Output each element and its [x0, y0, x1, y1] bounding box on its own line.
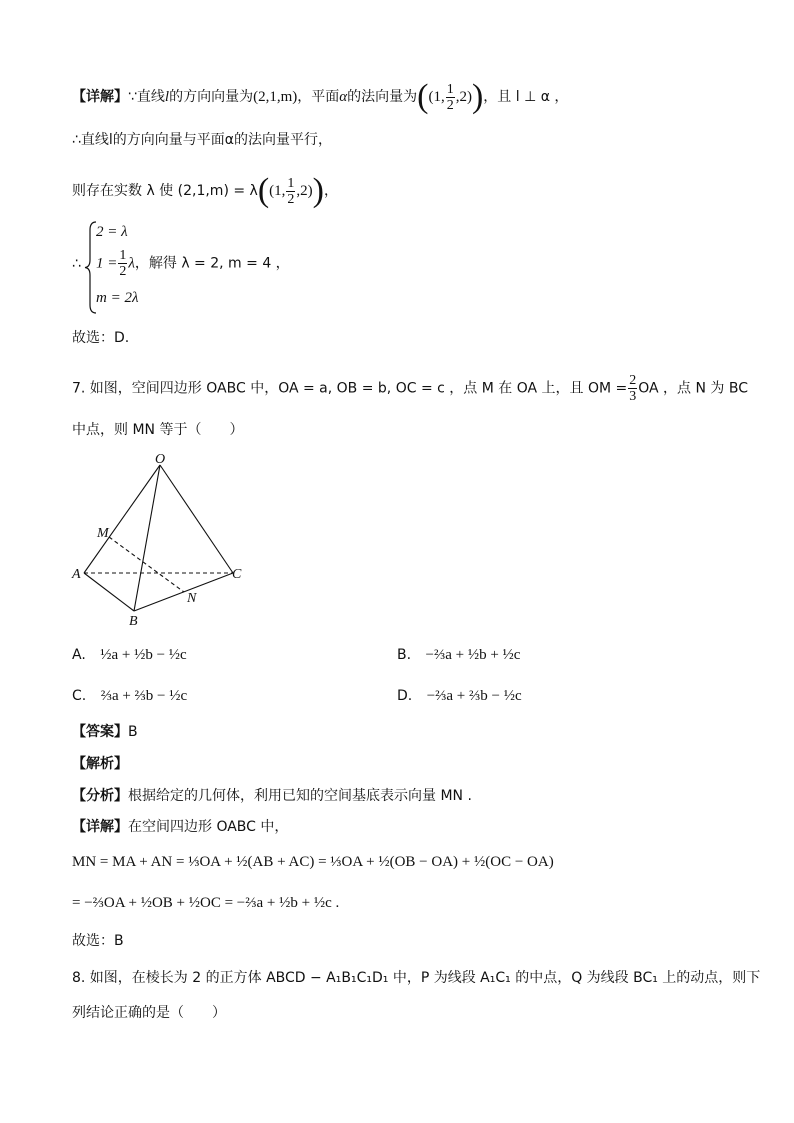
option-c[interactable]: C. ⅔a + ⅔b − ½c [72, 688, 188, 704]
option-a[interactable]: A. ½a + ½b − ½c [72, 647, 187, 663]
text-line-parallel: ∴直线l的方向向量与平面α的法向量平行， [72, 132, 333, 148]
question-7-line-2: 中点，则 MN 等于（ ） [72, 422, 244, 438]
analysis-line: 【分析】根据给定的几何体，利用已知的空间基底表示向量 MN . [72, 788, 472, 804]
question-8-line-2: 列结论正确的是（ ） [72, 1005, 226, 1021]
question-7-line-1: 7. 如图，空间四边形 OABC 中，OA = a, OB = b, OC = c ，点 M 在 OA 上，且 OM = $\frac{2}{3}$ OA ，点 N 为 BC [72, 373, 748, 404]
question-8-line-1: 8. 如图，在棱长为 2 的正方体 ABCD − A₁B₁C₁D₁ 中，P 为线段 A₁C₁ 的中点，Q 为线段 BC₁ 上的动点，则下 [72, 970, 761, 986]
edge-AB [84, 573, 134, 611]
edge-OA [84, 465, 160, 573]
edge-OC [160, 465, 233, 573]
label-M: M [97, 526, 109, 541]
option-b[interactable]: B. −⅔a + ½b + ½c [397, 647, 521, 663]
option-d[interactable]: D. −⅔a + ⅔b − ½c [397, 688, 522, 704]
equation-system: ∴ 2 = λ 1 = $\frac{1}{2}$ λ，解得 λ = 2, m = 4 ， m = 2λ [72, 220, 472, 315]
label-B: B [129, 614, 138, 629]
detail-line-1: 【详解】∵直线l的方向向量为(2,1,m)，平面α的法向量为((1, $\frac{1}{2}$ ,2))，且 l ⊥ α ， [72, 78, 569, 115]
detail-tag: 【详解】 [72, 89, 128, 105]
label-A: A [72, 567, 81, 582]
label-O: O [155, 452, 166, 467]
edge-OB [134, 465, 160, 611]
detail-2-eq-2: = −⅔OA + ½OB + ½OC = −⅔a + ½b + ½c . [72, 895, 340, 911]
label-C: C [232, 567, 242, 582]
detail-2-eq-1: MN = MA + AN = ⅓OA + ½(AB + AC) = ⅓OA + ½(OB − OA) + ½(OC − OA) [72, 854, 554, 870]
tetrahedron-figure [70, 450, 260, 630]
detail-2-intro: 【详解】在空间四边形 OABC 中， [72, 819, 289, 835]
segment-MN [109, 537, 184, 592]
answer-key: 【答案】B [72, 724, 138, 740]
text-line-lambda: 则存在实数 λ 使 (2,1,m) = λ((1, $\frac{1}{2}$ ,2))， [72, 172, 338, 209]
analysis-heading: 【解析】 [72, 756, 128, 772]
label-N: N [187, 591, 197, 606]
answer-line-b: 故选：B [72, 933, 124, 949]
answer-line-d: 故选：D. [72, 330, 130, 346]
fraction-half: $\frac{1}{2}$ [446, 81, 454, 113]
